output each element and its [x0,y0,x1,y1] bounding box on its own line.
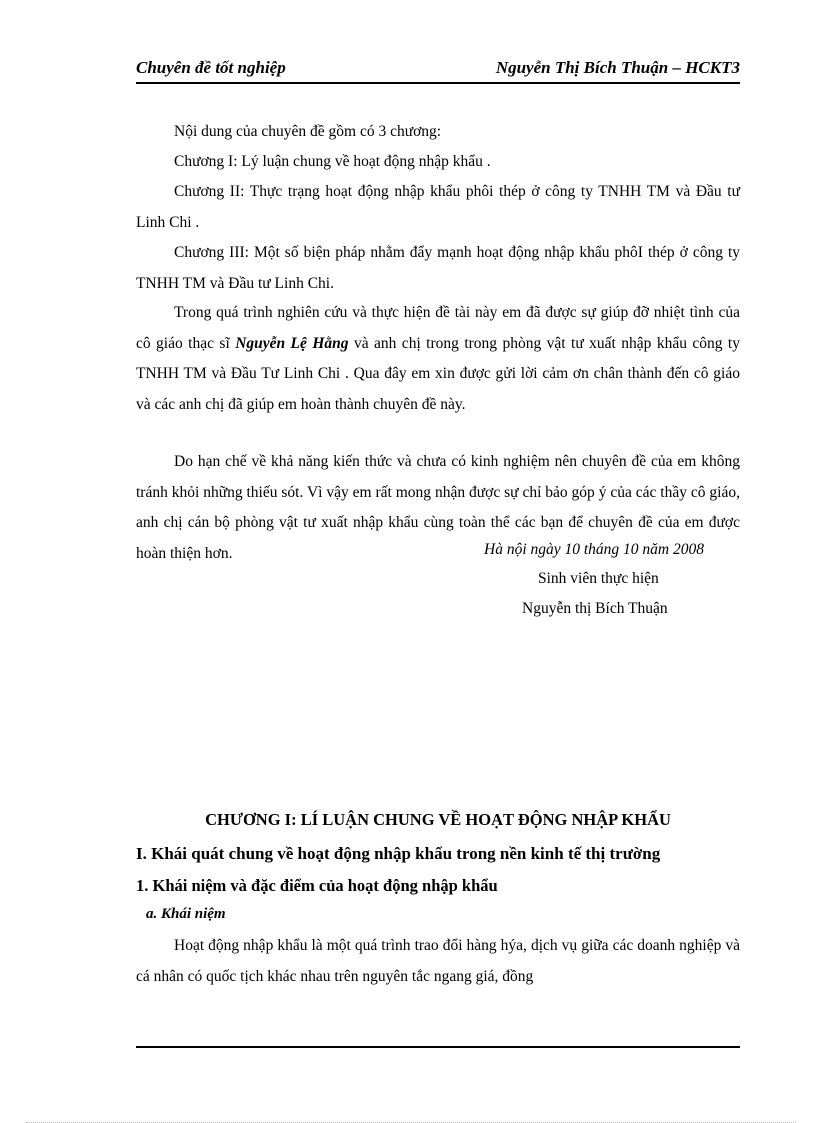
signature-name: Nguyễn thị Bích Thuận [522,600,668,617]
signature-date: Hà nội ngày 10 tháng 10 năm 2008 [484,541,705,558]
ack-text-end: và anh chị trong trong phòng vật tư xuất nhập khẩu công ty TNHH TM và Đầu Tư Linh Chi . Qua đây em xin được gửi lời cảm ơn chân thành đến cô giáo và các anh chị đã giúp em hoàn thành chuyên đề này. [136,334,740,413]
chapter1-summary: Chương I: Lý luận chung về hoạt động nhập khẩu . [174,153,491,170]
header-title: Chuyên đề tốt nghiệp [136,58,286,77]
subsection-heading: 1. Khái niệm và đặc điểm của hoạt động nhập khẩu [136,876,498,895]
ack-text-start: Trong quá trình nghiên cứu và thực hiện đề tài này em đã được sự giúp đỡ nhiệt tình của cô giáo thạc sĩ [136,304,740,352]
page-header [136,56,740,84]
acknowledgement-paragraph [136,298,740,420]
chapter2-summary: Chương II: Thực trạng hoạt động nhập khẩu phôi thép ở công ty TNHH TM và Đầu tư Linh Chi . [136,183,740,231]
signature-role: Sinh viên thực hiện [538,570,659,587]
section-heading: I. Khái quát chung về hoạt động nhập khẩu trong nền kinh tế thị trường [136,844,661,863]
intro-paragraph: Nội dung của chuyên đề gồm có 3 chương: [174,123,442,140]
advisor-name: Nguyễn Lệ Hằng [235,334,349,352]
footer-rule [136,1046,740,1048]
header-author: Nguyễn Thị Bích Thuận – HCKT3 [495,58,740,77]
definition-paragraph: Hoạt động nhập khẩu là một quá trình trao đổi hàng hýa, dịch vụ giữa các doanh nghiệp và cá nhân có quốc tịch khác nhau trên nguyên tắc ngang giá, đồng [136,937,740,985]
limitation-paragraph: Do hạn chế về khả năng kiến thức và chưa có kinh nghiệm nên chuyên đề của em không tránh khỏi những thiếu sót. Vì vậy em rất mong nhận được sự chỉ bảo góp ý của các thầy cô giáo, anh chị cán bộ phòng vật tư xuất nhập khẩu cùng toàn thể các bạn để chuyên đề của em được hoàn thiện hơn. [136,453,740,562]
chapter-title: CHƯƠNG I: LÍ LUẬN CHUNG VỀ HOẠT ĐỘNG NHẬP KHẨU [205,810,671,829]
chapter3-summary: Chương III: Một số biện pháp nhằm đẩy mạnh hoạt động nhập khẩu phôI thép ở công ty TNHH TM và Đầu tư Linh Chi. [136,244,740,292]
item-heading: a. Khái niệm [146,906,226,922]
